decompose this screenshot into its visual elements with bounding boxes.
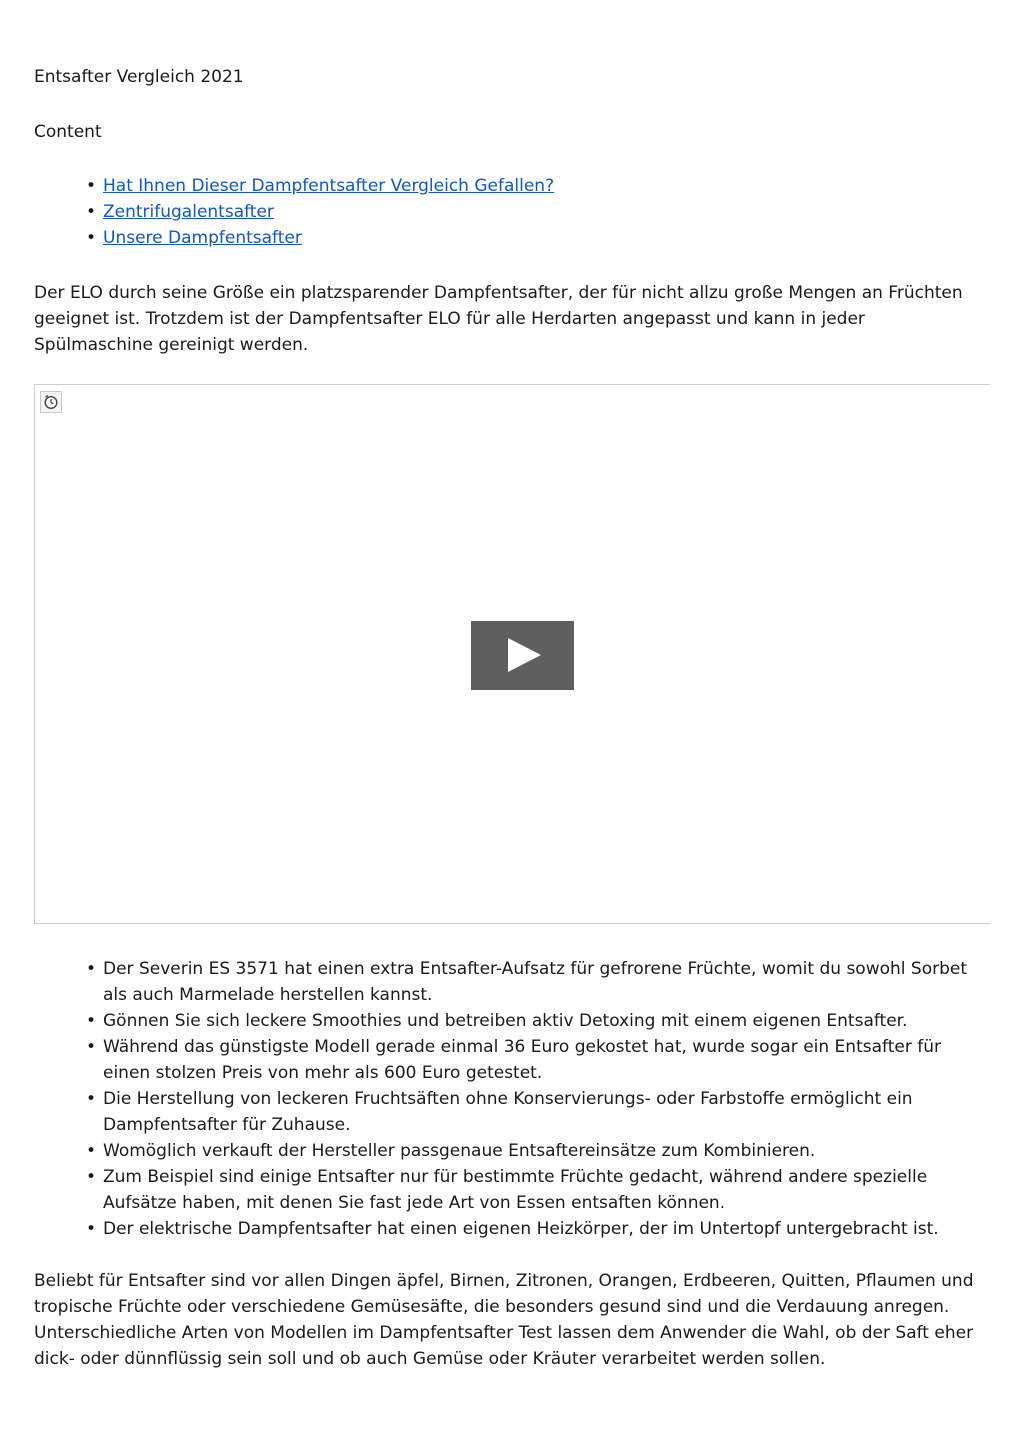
list-item: • Der elektrische Dampfentsafter hat einen eigenen Heizkörper, der im Untertopf untergebracht ist. [34,1216,990,1242]
toc-item [34,173,990,199]
list-item: • Womöglich verkauft der Hersteller passgenaue Entsaftereinsätze zum Kombinieren. [34,1138,990,1164]
list-item: • Gönnen Sie sich leckere Smoothies und betreiben aktiv Detoxing mit einem eigenen Entsafter. [34,1008,990,1034]
video-player[interactable] [34,384,990,924]
list-item: • Während das günstigste Modell gerade einmal 36 Euro gekostet hat, wurde sogar ein Entsafter für einen stolzen Preis von mehr als 600 Euro getestet. [34,1034,990,1086]
intro-paragraph: Der ELO durch seine Größe ein platzsparender Dampfentsafter, der für nicht allzu große Mengen an Früchten geeignet ist. Trotzdem ist der Dampfentsafter ELO für alle Herdarten angepasst und kann in jeder Spülmaschine gereinigt werden. [34,283,963,355]
list-item: • Zum Beispiel sind einige Entsafter nur für bestimmte Früchte gedacht, während andere spezielle Aufsätze haben, mit denen Sie fast jede Art von Essen entsaften können. [34,1164,990,1216]
toc-item [34,225,990,251]
table-of-contents [34,173,990,251]
feature-list [34,956,990,1242]
play-icon [508,638,541,672]
toc-link-gefallen[interactable]: Hat Ihnen Dieser Dampfentsafter Vergleich Gefallen? [103,176,555,196]
list-item: • Der Severin ES 3571 hat einen extra Entsafter-Aufsatz für gefrorene Früchte, womit du sowohl Sorbet als auch Marmelade herstellen kannst. [34,956,990,1008]
clock-icon [40,391,62,413]
toc-item [34,199,990,225]
play-button[interactable] [471,621,574,690]
toc-link-unsere-dampfentsafter[interactable]: Unsere Dampfentsafter [103,228,302,248]
list-item: • Die Herstellung von leckeren Fruchtsäften ohne Konservierungs- oder Farbstoffe ermöglicht ein Dampfentsafter für Zuhause. [34,1086,990,1138]
document-title: Entsafter Vergleich 2021 [34,67,244,87]
closing-paragraph: Beliebt für Entsafter sind vor allen Dingen äpfel, Birnen, Zitronen, Orangen, Erdbeeren, Quitten, Pflaumen und tropische Früchte oder verschiedene Gemüsesäfte, die besonders gesund sind und die Verdauung anregen. Unterschiedliche Arten von Modellen im Dampfentsafter Test lassen dem Anwender die Wahl, ob der Saft eher dick- oder dünnflüssig sein soll und ob auch Gemüse oder Kräuter verarbeitet werden sollen. [34,1271,974,1369]
toc-link-zentrifugalentsafter[interactable]: Zentrifugalentsafter [103,202,274,222]
content-heading: Content [34,122,102,142]
